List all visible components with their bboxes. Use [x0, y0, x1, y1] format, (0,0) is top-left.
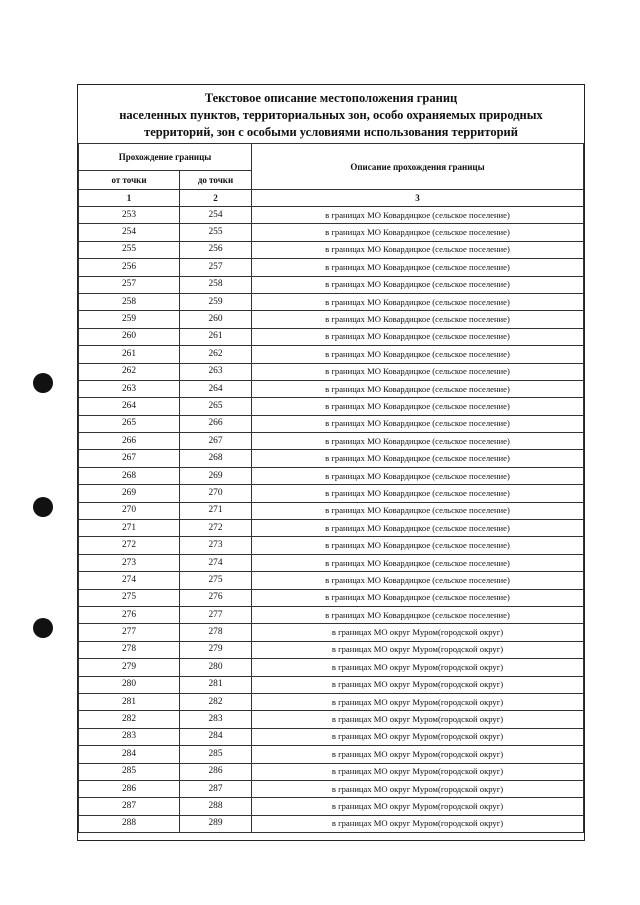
to-point-cell: 280	[180, 659, 252, 676]
from-point-cell: 269	[79, 485, 180, 502]
table-row	[79, 728, 584, 745]
to-point-cell: 266	[180, 415, 252, 432]
description-cell: в границах МО Ковардицкое (сельское поселение)	[252, 259, 584, 276]
title-line-3: территорий, зон с особыми условиями использования территорий	[144, 124, 518, 139]
punch-hole-2	[33, 497, 53, 517]
description-cell: в границах МО Ковардицкое (сельское поселение)	[252, 485, 584, 502]
description-cell: в границах МО Ковардицкое (сельское поселение)	[252, 363, 584, 380]
from-point-cell: 279	[79, 659, 180, 676]
description-cell: в границах МО Ковардицкое (сельское поселение)	[252, 606, 584, 623]
description-cell: в границах МО округ Муром(городской округ)	[252, 711, 584, 728]
from-point-cell: 284	[79, 746, 180, 763]
column-number-1: 1	[79, 190, 180, 207]
table-row	[79, 450, 584, 467]
to-point-cell: 271	[180, 502, 252, 519]
table-row	[79, 224, 584, 241]
table-row	[79, 780, 584, 797]
from-point-cell: 271	[79, 520, 180, 537]
to-point-cell: 269	[180, 467, 252, 484]
description-cell: в границах МО Ковардицкое (сельское поселение)	[252, 328, 584, 345]
description-cell: в границах МО Ковардицкое (сельское поселение)	[252, 520, 584, 537]
table-row	[79, 328, 584, 345]
to-point-cell: 254	[180, 207, 252, 224]
table-row	[79, 241, 584, 258]
description-cell: в границах МО Ковардицкое (сельское поселение)	[252, 276, 584, 293]
to-point-cell: 258	[180, 276, 252, 293]
from-point-cell: 262	[79, 363, 180, 380]
description-cell: в границах МО округ Муром(городской округ)	[252, 798, 584, 815]
document-title	[79, 85, 584, 144]
description-cell: в границах МО Ковардицкое (сельское поселение)	[252, 380, 584, 397]
to-point-cell: 281	[180, 676, 252, 693]
description-cell: в границах МО Ковардицкое (сельское поселение)	[252, 293, 584, 310]
to-point-cell: 279	[180, 641, 252, 658]
from-point-cell: 255	[79, 241, 180, 258]
from-point-cell: 278	[79, 641, 180, 658]
description-cell: в границах МО Ковардицкое (сельское поселение)	[252, 346, 584, 363]
to-point-cell: 275	[180, 572, 252, 589]
table-row	[79, 363, 584, 380]
table-row	[79, 746, 584, 763]
from-point-cell: 264	[79, 398, 180, 415]
description-cell: в границах МО Ковардицкое (сельское поселение)	[252, 241, 584, 258]
table-row	[79, 415, 584, 432]
to-point-cell: 260	[180, 311, 252, 328]
table-row	[79, 207, 584, 224]
header-to-point: до точки	[180, 171, 252, 190]
from-point-cell: 281	[79, 693, 180, 710]
to-point-cell: 277	[180, 606, 252, 623]
description-cell: в границах МО округ Муром(городской округ)	[252, 676, 584, 693]
description-cell: в границах МО Ковардицкое (сельское поселение)	[252, 311, 584, 328]
table-row	[79, 659, 584, 676]
from-point-cell: 272	[79, 537, 180, 554]
from-point-cell: 258	[79, 293, 180, 310]
from-point-cell: 260	[79, 328, 180, 345]
description-cell: в границах МО Ковардицкое (сельское поселение)	[252, 589, 584, 606]
to-point-cell: 289	[180, 815, 252, 832]
punch-hole-1	[33, 373, 53, 393]
table-row	[79, 398, 584, 415]
table-row	[79, 606, 584, 623]
to-point-cell: 257	[180, 259, 252, 276]
from-point-cell: 267	[79, 450, 180, 467]
header-from-point: от точки	[79, 171, 180, 190]
header-passage: Прохождение границы	[79, 144, 252, 171]
from-point-cell: 270	[79, 502, 180, 519]
to-point-cell: 273	[180, 537, 252, 554]
to-point-cell: 283	[180, 711, 252, 728]
to-point-cell: 262	[180, 346, 252, 363]
description-cell: в границах МО округ Муром(городской округ)	[252, 659, 584, 676]
from-point-cell: 261	[79, 346, 180, 363]
to-point-cell: 267	[180, 433, 252, 450]
to-point-cell: 268	[180, 450, 252, 467]
from-point-cell: 268	[79, 467, 180, 484]
description-cell: в границах МО округ Муром(городской округ)	[252, 641, 584, 658]
to-point-cell: 285	[180, 746, 252, 763]
table-row	[79, 380, 584, 397]
table-body	[79, 207, 584, 833]
from-point-cell: 283	[79, 728, 180, 745]
table-row	[79, 554, 584, 571]
table-row	[79, 502, 584, 519]
from-point-cell: 282	[79, 711, 180, 728]
table-row	[79, 641, 584, 658]
table-row	[79, 520, 584, 537]
description-cell: в границах МО округ Муром(городской округ)	[252, 763, 584, 780]
to-point-cell: 256	[180, 241, 252, 258]
from-point-cell: 280	[79, 676, 180, 693]
description-cell: в границах МО округ Муром(городской округ)	[252, 624, 584, 641]
description-cell: в границах МО Ковардицкое (сельское поселение)	[252, 415, 584, 432]
to-point-cell: 270	[180, 485, 252, 502]
to-point-cell: 259	[180, 293, 252, 310]
description-cell: в границах МО округ Муром(городской округ)	[252, 728, 584, 745]
from-point-cell: 259	[79, 311, 180, 328]
description-cell: в границах МО Ковардицкое (сельское поселение)	[252, 224, 584, 241]
from-point-cell: 273	[79, 554, 180, 571]
table-row	[79, 346, 584, 363]
table-row	[79, 259, 584, 276]
table-row	[79, 711, 584, 728]
to-point-cell: 284	[180, 728, 252, 745]
title-line-1: Текстовое описание местоположения границ	[204, 90, 458, 105]
table-row	[79, 763, 584, 780]
from-point-cell: 275	[79, 589, 180, 606]
table-row	[79, 276, 584, 293]
description-cell: в границах МО Ковардицкое (сельское поселение)	[252, 537, 584, 554]
from-point-cell: 263	[79, 380, 180, 397]
from-point-cell: 286	[79, 780, 180, 797]
description-cell: в границах МО Ковардицкое (сельское поселение)	[252, 502, 584, 519]
to-point-cell: 261	[180, 328, 252, 345]
description-cell: в границах МО Ковардицкое (сельское поселение)	[252, 398, 584, 415]
description-cell: в границах МО Ковардицкое (сельское поселение)	[252, 207, 584, 224]
table-row	[79, 311, 584, 328]
from-point-cell: 265	[79, 415, 180, 432]
from-point-cell: 266	[79, 433, 180, 450]
from-point-cell: 256	[79, 259, 180, 276]
title-line-2: населенных пунктов, территориальных зон, особо охраняемых природных	[119, 107, 543, 122]
column-number-2: 2	[180, 190, 252, 207]
table-row	[79, 572, 584, 589]
to-point-cell: 264	[180, 380, 252, 397]
to-point-cell: 255	[180, 224, 252, 241]
from-point-cell: 287	[79, 798, 180, 815]
column-number-3: 3	[252, 190, 584, 207]
description-cell: в границах МО Ковардицкое (сельское поселение)	[252, 572, 584, 589]
to-point-cell: 282	[180, 693, 252, 710]
to-point-cell: 288	[180, 798, 252, 815]
table-row	[79, 815, 584, 832]
to-point-cell: 276	[180, 589, 252, 606]
description-cell: в границах МО Ковардицкое (сельское поселение)	[252, 554, 584, 571]
description-cell: в границах МО Ковардицкое (сельское поселение)	[252, 450, 584, 467]
to-point-cell: 287	[180, 780, 252, 797]
description-cell: в границах МО Ковардицкое (сельское поселение)	[252, 467, 584, 484]
description-cell: в границах МО округ Муром(городской округ)	[252, 815, 584, 832]
to-point-cell: 265	[180, 398, 252, 415]
description-cell: в границах МО округ Муром(городской округ)	[252, 746, 584, 763]
table-row	[79, 676, 584, 693]
table-row	[79, 537, 584, 554]
table-row	[79, 624, 584, 641]
table-row	[79, 485, 584, 502]
description-cell: в границах МО округ Муром(городской округ)	[252, 693, 584, 710]
from-point-cell: 274	[79, 572, 180, 589]
from-point-cell: 285	[79, 763, 180, 780]
description-cell: в границах МО Ковардицкое (сельское поселение)	[252, 433, 584, 450]
from-point-cell: 288	[79, 815, 180, 832]
from-point-cell: 254	[79, 224, 180, 241]
table-row	[79, 798, 584, 815]
table-row	[79, 467, 584, 484]
to-point-cell: 272	[180, 520, 252, 537]
table-row	[79, 693, 584, 710]
header-description: Описание прохождения границы	[252, 144, 584, 190]
from-point-cell: 276	[79, 606, 180, 623]
to-point-cell: 263	[180, 363, 252, 380]
boundary-table	[78, 85, 584, 833]
table-row	[79, 433, 584, 450]
description-cell: в границах МО округ Муром(городской округ)	[252, 780, 584, 797]
punch-hole-3	[33, 618, 53, 638]
to-point-cell: 274	[180, 554, 252, 571]
from-point-cell: 257	[79, 276, 180, 293]
from-point-cell: 277	[79, 624, 180, 641]
to-point-cell: 286	[180, 763, 252, 780]
to-point-cell: 278	[180, 624, 252, 641]
table-row	[79, 589, 584, 606]
from-point-cell: 253	[79, 207, 180, 224]
table-row	[79, 293, 584, 310]
document-sheet	[77, 84, 585, 841]
